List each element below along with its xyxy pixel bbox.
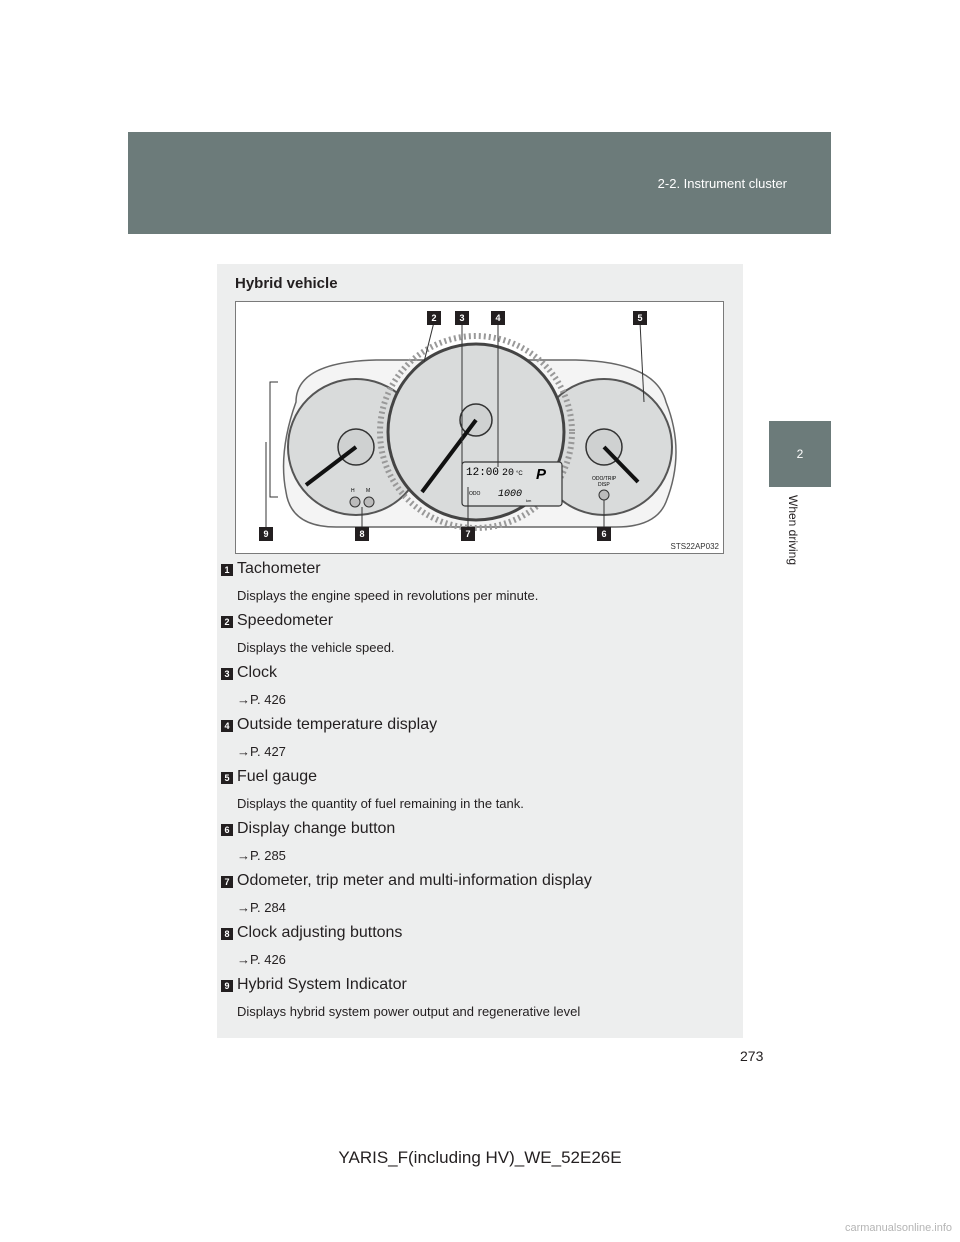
page-number: 273 bbox=[740, 1048, 764, 1064]
callout-2: 2 bbox=[427, 311, 441, 325]
item-number: 7 bbox=[221, 876, 233, 888]
item-number: 1 bbox=[221, 564, 233, 576]
item-number: 9 bbox=[221, 980, 233, 992]
callout-3: 3 bbox=[455, 311, 469, 325]
item-number: 6 bbox=[221, 824, 233, 836]
item-number: 8 bbox=[221, 928, 233, 940]
page-reference-link[interactable]: →P. 426 bbox=[237, 952, 286, 967]
item-title: Tachometer bbox=[237, 560, 321, 577]
clock-display: 12:00 bbox=[466, 467, 500, 479]
m-label: M bbox=[366, 488, 371, 494]
section-title: 2-2. Instrument cluster bbox=[657, 176, 787, 191]
document-footer: YARIS_F(including HV)_WE_52E26E bbox=[338, 1148, 622, 1167]
item-title: Clock bbox=[237, 664, 278, 681]
callout-6: 6 bbox=[597, 527, 611, 541]
item-title: Outside temperature display bbox=[237, 716, 438, 733]
display-change-button bbox=[599, 490, 609, 500]
gear-indicator: P bbox=[536, 466, 547, 483]
callout-8: 8 bbox=[355, 527, 369, 541]
odo-trip-label: ODO/TRIP bbox=[592, 476, 617, 482]
item-description: Displays hybrid system power output and regenerative level bbox=[237, 1004, 581, 1019]
hybrid-bracket bbox=[270, 382, 278, 497]
panel-title: Hybrid vehicle bbox=[235, 275, 338, 292]
page-reference-link[interactable]: →P. 284 bbox=[237, 900, 286, 915]
item-description: Displays the vehicle speed. bbox=[237, 640, 395, 655]
item-title: Odometer, trip meter and multi-information display bbox=[237, 872, 592, 889]
odo-unit: km bbox=[526, 498, 532, 503]
instrument-cluster-drawing bbox=[236, 302, 723, 553]
item-title: Display change button bbox=[237, 820, 396, 837]
item-description: Displays the engine speed in revolutions per minute. bbox=[237, 588, 539, 603]
item-title: Clock adjusting buttons bbox=[237, 924, 403, 941]
item-number: 4 bbox=[221, 720, 233, 732]
h-label: H bbox=[351, 488, 355, 494]
item-title: Speedometer bbox=[237, 612, 334, 629]
watermark: carmanualsonline.info bbox=[844, 1222, 952, 1234]
odo-value: 1000 bbox=[498, 489, 523, 500]
callout-5: 5 bbox=[633, 311, 647, 325]
odo-label: ODO bbox=[469, 491, 481, 497]
item-number: 5 bbox=[221, 772, 233, 784]
disp-label: DISP bbox=[598, 482, 610, 488]
page-reference-link[interactable]: →P. 426 bbox=[237, 692, 286, 707]
callout-4: 4 bbox=[491, 311, 505, 325]
callout-9: 9 bbox=[259, 527, 273, 541]
figure-code: STS22AP032 bbox=[670, 542, 719, 551]
temp-display: 20 bbox=[502, 468, 515, 479]
header-band bbox=[128, 132, 831, 234]
chapter-label: When driving bbox=[786, 495, 800, 566]
item-description: Displays the quantity of fuel remaining in the tank. bbox=[237, 796, 524, 811]
page-reference-link[interactable]: →P. 285 bbox=[237, 848, 286, 863]
content-panel bbox=[217, 264, 743, 1038]
instrument-cluster-figure bbox=[235, 301, 724, 554]
item-title: Hybrid System Indicator bbox=[237, 976, 407, 993]
callout-7: 7 bbox=[461, 527, 475, 541]
chapter-number: 2 bbox=[796, 447, 804, 461]
item-number: 2 bbox=[221, 616, 233, 628]
temp-unit: °C bbox=[516, 471, 523, 477]
item-number: 3 bbox=[221, 668, 233, 680]
chapter-tab[interactable] bbox=[769, 421, 831, 487]
page-reference-link[interactable]: →P. 427 bbox=[237, 744, 286, 759]
item-title: Fuel gauge bbox=[237, 768, 318, 785]
